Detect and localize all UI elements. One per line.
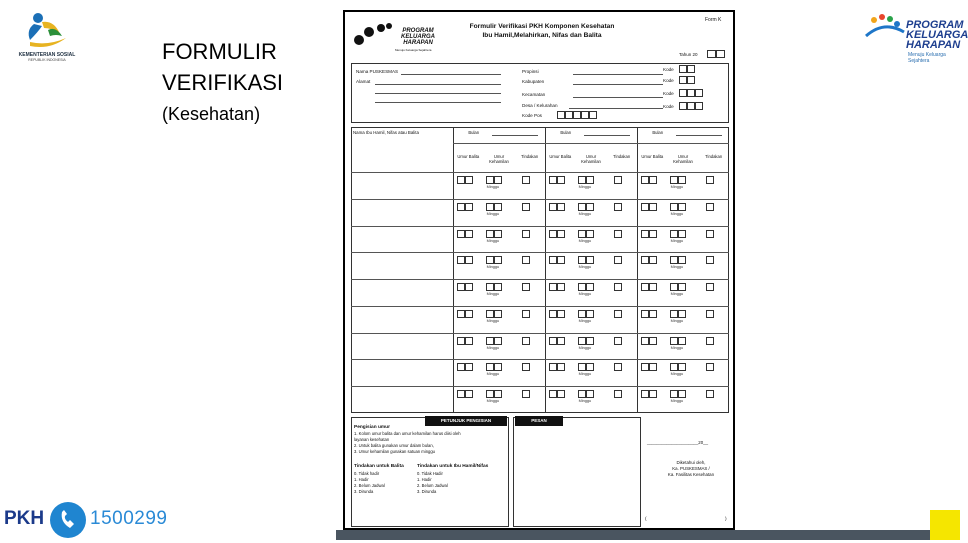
form-pkh-logo-icon [351, 20, 395, 50]
sub-header-umur-kehamilan: Umur Kehamilan [581, 154, 601, 164]
field-label-kecamatan: Kecamatan [522, 92, 546, 97]
tahun-box-1[interactable] [707, 50, 716, 58]
kode-label-2: Kode [663, 78, 674, 83]
umur-kehamilan-box[interactable] [494, 363, 502, 371]
tindakan-box[interactable] [706, 390, 714, 398]
umur-balita-box[interactable] [549, 390, 557, 398]
umur-balita-box[interactable] [457, 176, 465, 184]
umur-kehamilan-box[interactable] [578, 256, 586, 264]
tindakan-box[interactable] [706, 203, 714, 211]
tindakan-balita-3: 3. Dirunda [354, 489, 374, 494]
group-divider [545, 127, 546, 413]
tahun-label: Tahun 20 [679, 52, 698, 57]
umur-kehamilan-box[interactable] [586, 203, 594, 211]
field-line-propinsi[interactable] [573, 74, 663, 75]
field-line-alamat-3[interactable] [375, 102, 501, 103]
verification-form [343, 10, 735, 530]
umur-balita-box[interactable] [641, 256, 649, 264]
umur-balita-box[interactable] [457, 256, 465, 264]
field-label-puskesmas: Nama PUSKESMAS [356, 69, 399, 74]
tindakan-box[interactable] [614, 283, 622, 291]
bulan-line[interactable] [676, 135, 722, 136]
phone-icon [50, 502, 86, 538]
tindakan-box[interactable] [522, 256, 530, 264]
umur-balita-box[interactable] [641, 283, 649, 291]
tindakan-box[interactable] [522, 390, 530, 398]
umur-kehamilan-box[interactable] [678, 390, 686, 398]
tahun-box-2[interactable] [716, 50, 725, 58]
kemensos-logo-subtext: REPUBLIK INDONESIA [28, 58, 66, 62]
tindakan-box[interactable] [522, 230, 530, 238]
umur-balita-box[interactable] [649, 230, 657, 238]
form-logo-line3: HARAPAN [403, 40, 433, 46]
slide-title [162, 36, 283, 98]
accent-square [930, 510, 960, 540]
tindakan-box[interactable] [614, 230, 622, 238]
table-row-divider [351, 252, 729, 253]
tindakan-ibu-3: 3. Dirunda [417, 489, 437, 494]
umur-kehamilan-box[interactable] [578, 176, 586, 184]
umur-balita-box[interactable] [549, 337, 557, 345]
field-line-kecamatan[interactable] [573, 97, 663, 98]
kodepos-box-3[interactable] [573, 111, 581, 119]
form-logo-line1: PROGRAM [402, 28, 434, 34]
kodepos-box-4[interactable] [581, 111, 589, 119]
tindakan-box[interactable] [522, 363, 530, 371]
kode-box-propinsi-1[interactable] [679, 65, 687, 73]
minggu-label: Minggu [486, 399, 500, 404]
umur-balita-box[interactable] [557, 256, 565, 264]
sub-header-umur-balita: Umur Balita [641, 154, 664, 159]
minggu-label: Minggu [670, 265, 684, 270]
pkh-logo-line3: HARAPAN [906, 39, 961, 51]
kode-box-kabupaten-1[interactable] [679, 76, 687, 84]
field-label-desa: Desa / Kelurahan [522, 103, 558, 108]
umur-kehamilan-box[interactable] [678, 283, 686, 291]
umur-kehamilan-box[interactable] [586, 310, 594, 318]
minggu-label: Minggu [486, 211, 500, 216]
minggu-label: Minggu [486, 265, 500, 270]
umur-balita-box[interactable] [641, 230, 649, 238]
umur-kehamilan-box[interactable] [494, 337, 502, 345]
field-line-puskesmas[interactable] [401, 74, 501, 75]
tindakan-ibu-2: 2. Belum Jadwal [417, 483, 448, 488]
pkh-logo-tagline: Menuju Keluarga Sejahtera [908, 52, 946, 64]
bulan-line[interactable] [584, 135, 630, 136]
minggu-label: Minggu [578, 238, 592, 243]
umur-kehamilan-box[interactable] [486, 310, 494, 318]
umur-balita-box[interactable] [557, 337, 565, 345]
table-row-divider [351, 226, 729, 227]
tindakan-box[interactable] [706, 256, 714, 264]
tindakan-box[interactable] [522, 337, 530, 345]
minggu-label: Minggu [486, 318, 500, 323]
tindakan-ibu-0: 0. Tidak Hadir [417, 471, 443, 476]
umur-balita-box[interactable] [549, 256, 557, 264]
pkh-logo-line1: PROGRAM [906, 19, 964, 31]
umur-balita-box[interactable] [465, 230, 473, 238]
signature-date-line[interactable]: _____________________20__ [647, 440, 709, 445]
umur-kehamilan-box[interactable] [586, 176, 594, 184]
field-line-desa[interactable] [569, 108, 663, 109]
umur-kehamilan-box[interactable] [494, 310, 502, 318]
umur-kehamilan-box[interactable] [586, 363, 594, 371]
umur-balita-box[interactable] [649, 310, 657, 318]
minggu-label: Minggu [578, 399, 592, 404]
kode-box-desa-1[interactable] [679, 102, 687, 110]
hotline-number: 1500299 [90, 508, 168, 529]
umur-balita-box[interactable] [557, 310, 565, 318]
pkh-logo [862, 6, 968, 64]
kemensos-logo [8, 6, 86, 66]
umur-balita-box[interactable] [549, 230, 557, 238]
hotline-brand: PKH [4, 508, 45, 529]
umur-balita-box[interactable] [465, 203, 473, 211]
umur-kehamilan-box[interactable] [670, 256, 678, 264]
tindakan-box[interactable] [614, 363, 622, 371]
field-line-alamat-2[interactable] [375, 93, 501, 94]
umur-kehamilan-box[interactable] [670, 283, 678, 291]
pengisian-item-1: 1. Kolom umur balita dan umur kehamilan harus diisi oleh [354, 431, 461, 436]
umur-kehamilan-box[interactable] [578, 230, 586, 238]
table-row-divider [351, 306, 729, 307]
minggu-label: Minggu [486, 238, 500, 243]
minggu-label: Minggu [670, 399, 684, 404]
umur-balita-box[interactable] [641, 310, 649, 318]
sub-header-umur-kehamilan: Umur Kehamilan [673, 154, 693, 164]
table-row-divider [351, 333, 729, 334]
umur-balita-box[interactable] [549, 310, 557, 318]
pengisian-item-4: 3. Umur kehamilan gunakan satuan minggu [354, 449, 436, 454]
sub-header-umur-balita: Umur Balita [549, 154, 572, 159]
tindakan-balita-2: 2. Belum Jadwal [354, 483, 385, 488]
slide-subtitle: (Kesehatan) [162, 104, 261, 124]
tindakan-balita-1: 1. Hadir [354, 477, 369, 482]
kodepos-box-2[interactable] [565, 111, 573, 119]
bulan-header: Bulan [560, 130, 572, 135]
table-row-divider [351, 359, 729, 360]
signature-paren-close: ) [725, 517, 727, 522]
minggu-label: Minggu [670, 211, 684, 216]
table-row-divider [351, 386, 729, 387]
umur-balita-box[interactable] [641, 203, 649, 211]
minggu-label: Minggu [578, 265, 592, 270]
table-row-divider [351, 279, 729, 280]
umur-kehamilan-box[interactable] [670, 310, 678, 318]
tindakan-balita-0: 0. Tidak hadir [354, 471, 380, 476]
form-logo-tagline: Menuju Keluarga Sejahtera [395, 48, 432, 52]
umur-balita-box[interactable] [649, 390, 657, 398]
minggu-label: Minggu [486, 292, 500, 297]
umur-kehamilan-box[interactable] [678, 310, 686, 318]
col-header-name: Nama Ibu Hamil, Nifas atau Balita [353, 130, 419, 135]
pkh-logo-icon [862, 10, 906, 50]
tindakan-box[interactable] [614, 337, 622, 345]
field-label-alamat: Alamat [356, 79, 371, 84]
tindakan-box[interactable] [614, 256, 622, 264]
umur-balita-box[interactable] [465, 283, 473, 291]
umur-balita-box[interactable] [649, 363, 657, 371]
umur-balita-box[interactable] [649, 176, 657, 184]
sub-header-umur-balita: Umur Balita [457, 154, 480, 159]
umur-kehamilan-box[interactable] [578, 283, 586, 291]
minggu-label: Minggu [670, 185, 684, 189]
minggu-label: Minggu [578, 345, 592, 350]
umur-kehamilan-box[interactable] [678, 176, 686, 184]
umur-kehamilan-box[interactable] [670, 230, 678, 238]
umur-kehamilan-box[interactable] [494, 176, 502, 184]
umur-kehamilan-box[interactable] [486, 256, 494, 264]
pesan-heading: PESAN [515, 416, 563, 426]
tindakan-box[interactable] [522, 310, 530, 318]
kodepos-box-5[interactable] [589, 111, 597, 119]
tindakan-box[interactable] [614, 390, 622, 398]
pengisian-item-2: layanan kesehatan [354, 437, 390, 442]
minggu-label: Minggu [578, 372, 592, 377]
umur-balita-box[interactable] [641, 337, 649, 345]
umur-balita-box[interactable] [457, 363, 465, 371]
umur-kehamilan-box[interactable] [678, 256, 686, 264]
minggu-label: Minggu [578, 292, 592, 297]
umur-kehamilan-box[interactable] [578, 337, 586, 345]
tindakan-ibu-1: 1. Hadir [417, 477, 432, 482]
tindakan-box[interactable] [614, 176, 622, 184]
tindakan-box[interactable] [706, 176, 714, 184]
umur-kehamilan-box[interactable] [486, 363, 494, 371]
minggu-label: Minggu [670, 345, 684, 350]
umur-kehamilan-box[interactable] [486, 176, 494, 184]
umur-balita-box[interactable] [457, 390, 465, 398]
field-line-alamat-1[interactable] [375, 84, 501, 85]
tindakan-box[interactable] [614, 310, 622, 318]
umur-balita-box[interactable] [457, 337, 465, 345]
name-col-divider [453, 127, 454, 413]
tindakan-box[interactable] [706, 337, 714, 345]
pengisian-item-3: 2. Untuk balita gunakan umur dalam bulan, [354, 443, 434, 448]
umur-balita-box[interactable] [465, 363, 473, 371]
form-logo-text [393, 28, 443, 46]
umur-balita-box[interactable] [465, 390, 473, 398]
kode-box-kecamatan-2[interactable] [687, 89, 695, 97]
umur-kehamilan-box[interactable] [578, 363, 586, 371]
umur-balita-box[interactable] [457, 230, 465, 238]
umur-kehamilan-box[interactable] [678, 363, 686, 371]
petunjuk-heading: PETUNJUK PENGISIAN [425, 416, 507, 426]
umur-balita-box[interactable] [457, 310, 465, 318]
bulan-header: Bulan [652, 130, 664, 135]
umur-balita-box[interactable] [549, 203, 557, 211]
umur-kehamilan-box[interactable] [486, 390, 494, 398]
tindakan-box[interactable] [522, 176, 530, 184]
umur-kehamilan-box[interactable] [494, 230, 502, 238]
minggu-label: Minggu [578, 185, 592, 189]
umur-kehamilan-box[interactable] [670, 176, 678, 184]
umur-balita-box[interactable] [649, 203, 657, 211]
signature-diketahui: Diketahui oleh, [676, 460, 706, 465]
form-code: Form K [705, 17, 722, 23]
bulan-header: Bulan [468, 130, 480, 135]
minggu-label: Minggu [670, 318, 684, 323]
kemensos-emblem-icon [8, 6, 86, 52]
umur-balita-box[interactable] [641, 390, 649, 398]
field-label-kodepos: Kode Pos [522, 113, 542, 118]
kode-box-kecamatan-3[interactable] [695, 89, 703, 97]
signature-paren-open: ( [645, 517, 647, 522]
tindakan-box[interactable] [706, 283, 714, 291]
umur-kehamilan-box[interactable] [678, 337, 686, 345]
kode-label-1: Kode [663, 67, 674, 72]
umur-kehamilan-box[interactable] [494, 256, 502, 264]
minggu-label: Minggu [670, 372, 684, 377]
kode-box-kecamatan-1[interactable] [679, 89, 687, 97]
umur-kehamilan-box[interactable] [486, 283, 494, 291]
minggu-label: Minggu [486, 345, 500, 350]
header-bottom [351, 172, 729, 173]
umur-balita-box[interactable] [557, 363, 565, 371]
kode-box-kabupaten-2[interactable] [687, 76, 695, 84]
umur-kehamilan-box[interactable] [586, 230, 594, 238]
umur-kehamilan-box[interactable] [486, 203, 494, 211]
umur-balita-box[interactable] [465, 337, 473, 345]
kode-box-desa-2[interactable] [687, 102, 695, 110]
umur-balita-box[interactable] [641, 176, 649, 184]
umur-balita-box[interactable] [465, 256, 473, 264]
umur-kehamilan-box[interactable] [494, 283, 502, 291]
kode-label-4: Kode [663, 104, 674, 109]
minggu-label: Minggu [486, 372, 500, 377]
umur-balita-box[interactable] [549, 363, 557, 371]
umur-balita-box[interactable] [549, 283, 557, 291]
sub-header-tindakan: Tindakan [521, 154, 539, 159]
field-label-propinsi: Propinsi [522, 69, 539, 74]
umur-kehamilan-box[interactable] [578, 310, 586, 318]
minggu-label: Minggu [670, 292, 684, 297]
hotline-logo [0, 498, 180, 540]
form-logo-line2: KELUARGA [401, 34, 435, 40]
umur-balita-box[interactable] [465, 310, 473, 318]
sub-header-tindakan: Tindakan [705, 154, 723, 159]
umur-balita-box[interactable] [557, 176, 565, 184]
umur-balita-box[interactable] [649, 337, 657, 345]
header-separator [453, 143, 729, 144]
umur-balita-box[interactable] [557, 230, 565, 238]
pesan-block[interactable] [513, 417, 641, 527]
sub-header-umur-kehamilan: Umur Kehamilan [489, 154, 509, 164]
tindakan-box[interactable] [614, 203, 622, 211]
umur-balita-box[interactable] [557, 203, 565, 211]
umur-kehamilan-box[interactable] [678, 230, 686, 238]
slide-title-line1: FORMULIR [162, 39, 277, 64]
umur-balita-box[interactable] [641, 363, 649, 371]
tindakan-box[interactable] [706, 363, 714, 371]
umur-balita-box[interactable] [549, 176, 557, 184]
umur-kehamilan-box[interactable] [494, 390, 502, 398]
umur-kehamilan-box[interactable] [494, 203, 502, 211]
tindakan-box[interactable] [706, 310, 714, 318]
umur-kehamilan-box[interactable] [586, 283, 594, 291]
tindakan-box[interactable] [522, 203, 530, 211]
umur-kehamilan-box[interactable] [586, 337, 594, 345]
tindakan-box[interactable] [706, 230, 714, 238]
umur-kehamilan-box[interactable] [578, 390, 586, 398]
umur-kehamilan-box[interactable] [670, 363, 678, 371]
minggu-label: Minggu [670, 238, 684, 243]
pkh-logo-line2: KELUARGA [906, 29, 968, 41]
umur-kehamilan-box[interactable] [670, 390, 678, 398]
minggu-label: Minggu [486, 185, 500, 189]
kode-box-propinsi-2[interactable] [687, 65, 695, 73]
signature-ka-fasilitas: Ka. Fasilitas Kesehatan [667, 472, 715, 477]
form-title-line2: Ibu Hamil,Melahirkan, Nifas dan Balita [482, 31, 602, 39]
minggu-label: Minggu [578, 211, 592, 216]
umur-balita-box[interactable] [557, 390, 565, 398]
kemensos-logo-text: KEMENTERIAN SOSIAL [18, 52, 76, 58]
umur-balita-box[interactable] [457, 283, 465, 291]
umur-balita-box[interactable] [557, 283, 565, 291]
umur-kehamilan-box[interactable] [586, 390, 594, 398]
umur-balita-box[interactable] [649, 256, 657, 264]
kode-label-3: Kode [663, 91, 674, 96]
footer-bar [336, 530, 960, 540]
tindakan-box[interactable] [522, 283, 530, 291]
pengisian-title: Pengisian umur [354, 425, 390, 430]
sub-header-tindakan: Tindakan [613, 154, 631, 159]
tindakan-ibu-title: Tindakan untuk Ibu Hamil/Nifas [417, 464, 489, 469]
umur-kehamilan-box[interactable] [586, 256, 594, 264]
umur-kehamilan-box[interactable] [578, 203, 586, 211]
bulan-line[interactable] [492, 135, 538, 136]
umur-balita-box[interactable] [457, 203, 465, 211]
umur-kehamilan-box[interactable] [678, 203, 686, 211]
umur-kehamilan-box[interactable] [486, 230, 494, 238]
umur-balita-box[interactable] [649, 283, 657, 291]
minggu-label: Minggu [578, 318, 592, 323]
table-row-divider [351, 199, 729, 200]
signature-ka-puskesmas: Ka. PUSKESMAS / [672, 466, 710, 471]
umur-balita-box[interactable] [465, 176, 473, 184]
form-title [447, 23, 637, 40]
kode-box-desa-3[interactable] [695, 102, 703, 110]
umur-kehamilan-box[interactable] [670, 337, 678, 345]
field-label-kabupaten: Kabupaten [522, 79, 545, 84]
group-divider [637, 127, 638, 413]
tindakan-balita-title: Tindakan untuk Balita [354, 464, 404, 469]
form-title-line1: Formulir Verifikasi PKH Komponen Kesehatan [469, 23, 615, 30]
umur-kehamilan-box[interactable] [670, 203, 678, 211]
kodepos-box-1[interactable] [557, 111, 565, 119]
field-line-kabupaten[interactable] [573, 84, 663, 85]
umur-kehamilan-box[interactable] [486, 337, 494, 345]
slide-title-line2: VERIFIKASI [162, 70, 284, 95]
